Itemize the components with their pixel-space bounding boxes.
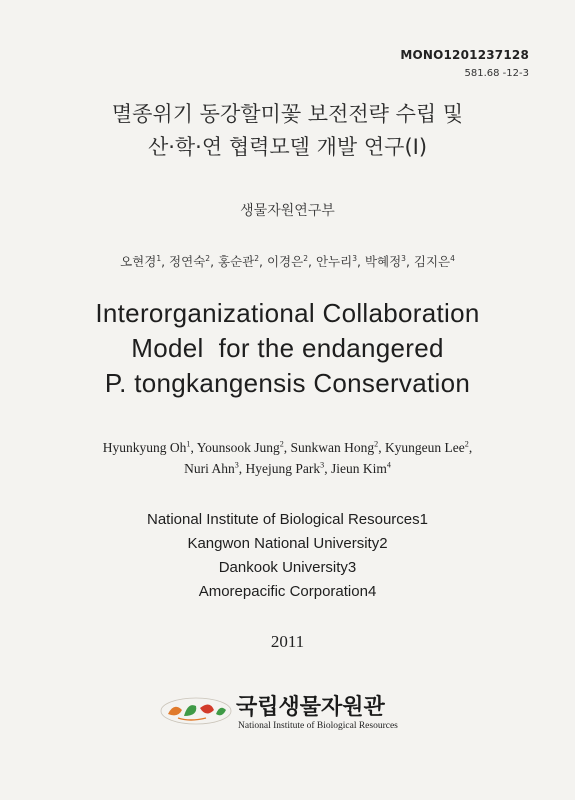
korean-title-line1: 멸종위기 동강할미꽃 보전전략 수립 및: [111, 102, 464, 126]
catalog-label: [400, 48, 529, 79]
english-author: Jieun Kim$^4$: [330, 460, 391, 476]
english-author: Nuri Ahn$^3$: [184, 460, 239, 476]
english-title: [0, 296, 575, 401]
korean-author: 박혜정$^3$: [364, 253, 406, 269]
korean-author: 오현경$^1$: [120, 253, 162, 269]
english-author: Hyunkyung Oh$^1$: [102, 439, 191, 455]
korean-title: [0, 98, 575, 164]
english-title-line2: Model for the endangered: [131, 333, 444, 363]
english-author: Hyejung Park$^3$: [245, 460, 325, 476]
english-author: Younsook Jung$^2$: [196, 439, 284, 455]
english-title-line1: Interorganizational Collaboration: [95, 298, 480, 328]
department: 생물자원연구부: [240, 203, 335, 219]
korean-author: 홍순관$^2$: [218, 253, 260, 269]
affiliation-1: National Institute of Biological Resources1: [147, 511, 428, 528]
publisher-name-en: National Institute of Biological Resources: [238, 721, 398, 731]
publisher-block: [160, 690, 460, 738]
korean-author: 이경은$^2$: [266, 253, 308, 269]
affiliation-2: Kangwon National University2: [187, 535, 388, 552]
affiliation-4: Amorepacific Corporation4: [198, 583, 377, 600]
affiliation-3: Dankook University3: [218, 559, 357, 576]
korean-title-line2: 산·학·연 협력모델 개발 연구(I): [147, 135, 428, 159]
korean-author: 정연숙$^2$: [169, 253, 211, 269]
korean-author: 안누리$^3$: [315, 253, 357, 269]
english-author: Kyungeun Lee$^2$: [384, 439, 469, 455]
english-author: Sunkwan Hong$^2$: [290, 439, 379, 455]
call-number: 581.68 -12-3: [464, 68, 529, 79]
publication-year: 2011: [270, 632, 305, 651]
publisher-name-ko: 국립생물자원관: [236, 695, 385, 720]
english-authors: Hyunkyung Oh$^1$, Younsook Jung$^2$, Sunkwan Hong$^2$, Kyungeun Lee$^2$, Nuri Ahn$^3$, Hyejung Park$^3$, Jieun Kim$^4$: [102, 439, 473, 476]
english-title-line3: P. tongkangensis Conservation: [104, 368, 471, 398]
catalog-code: MONO1201237128: [400, 48, 529, 62]
korean-authors: 오현경$^1$, 정연숙$^2$, 홍순관$^2$, 이경은$^2$, 안누리$^3$, 박혜정$^3$, 김지은$^4$: [120, 253, 455, 269]
affiliations: [0, 508, 575, 604]
nibr-logo-icon: [160, 696, 232, 726]
korean-author: 김지은$^4$: [413, 253, 455, 269]
